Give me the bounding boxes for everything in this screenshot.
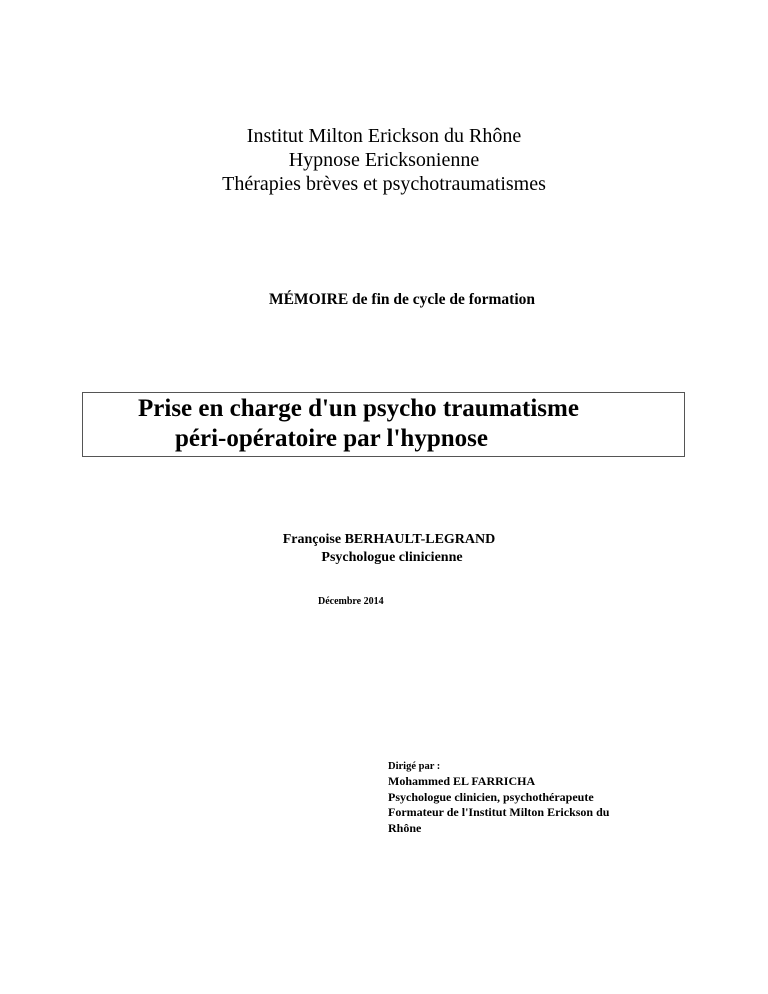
title-line-1: Prise en charge d'un psycho traumatisme [138,395,579,422]
institute-subtitle: Hypnose Ericksonienne [288,149,480,171]
director-affiliation-line-1: Formateur de l'Institut Milton Erickson du [388,805,610,819]
document-date: Décembre 2014 [318,596,384,607]
institute-header [0,124,768,196]
author-role: Psychologue clinicienne [321,550,463,565]
director-role: Psychologue clinicien, psychothérapeute [388,789,594,804]
author-block [0,531,768,567]
title-box [82,392,685,457]
author-name: Françoise BERHAULT-LEGRAND [282,532,496,547]
director-block [388,760,609,836]
director-name: Mohammed EL FARRICHA [388,774,536,788]
director-label: Dirigé par : [388,761,441,772]
institute-field: Thérapies brèves et psychotraumatismes [222,173,546,195]
memoire-label: MÉMOIRE de fin de cycle de formation [268,291,536,308]
title-line-2: péri-opératoire par l'hypnose [175,425,488,452]
institute-name: Institut Milton Erickson du Rhône [246,125,522,147]
director-affiliation-line-2: Rhône [388,820,422,835]
